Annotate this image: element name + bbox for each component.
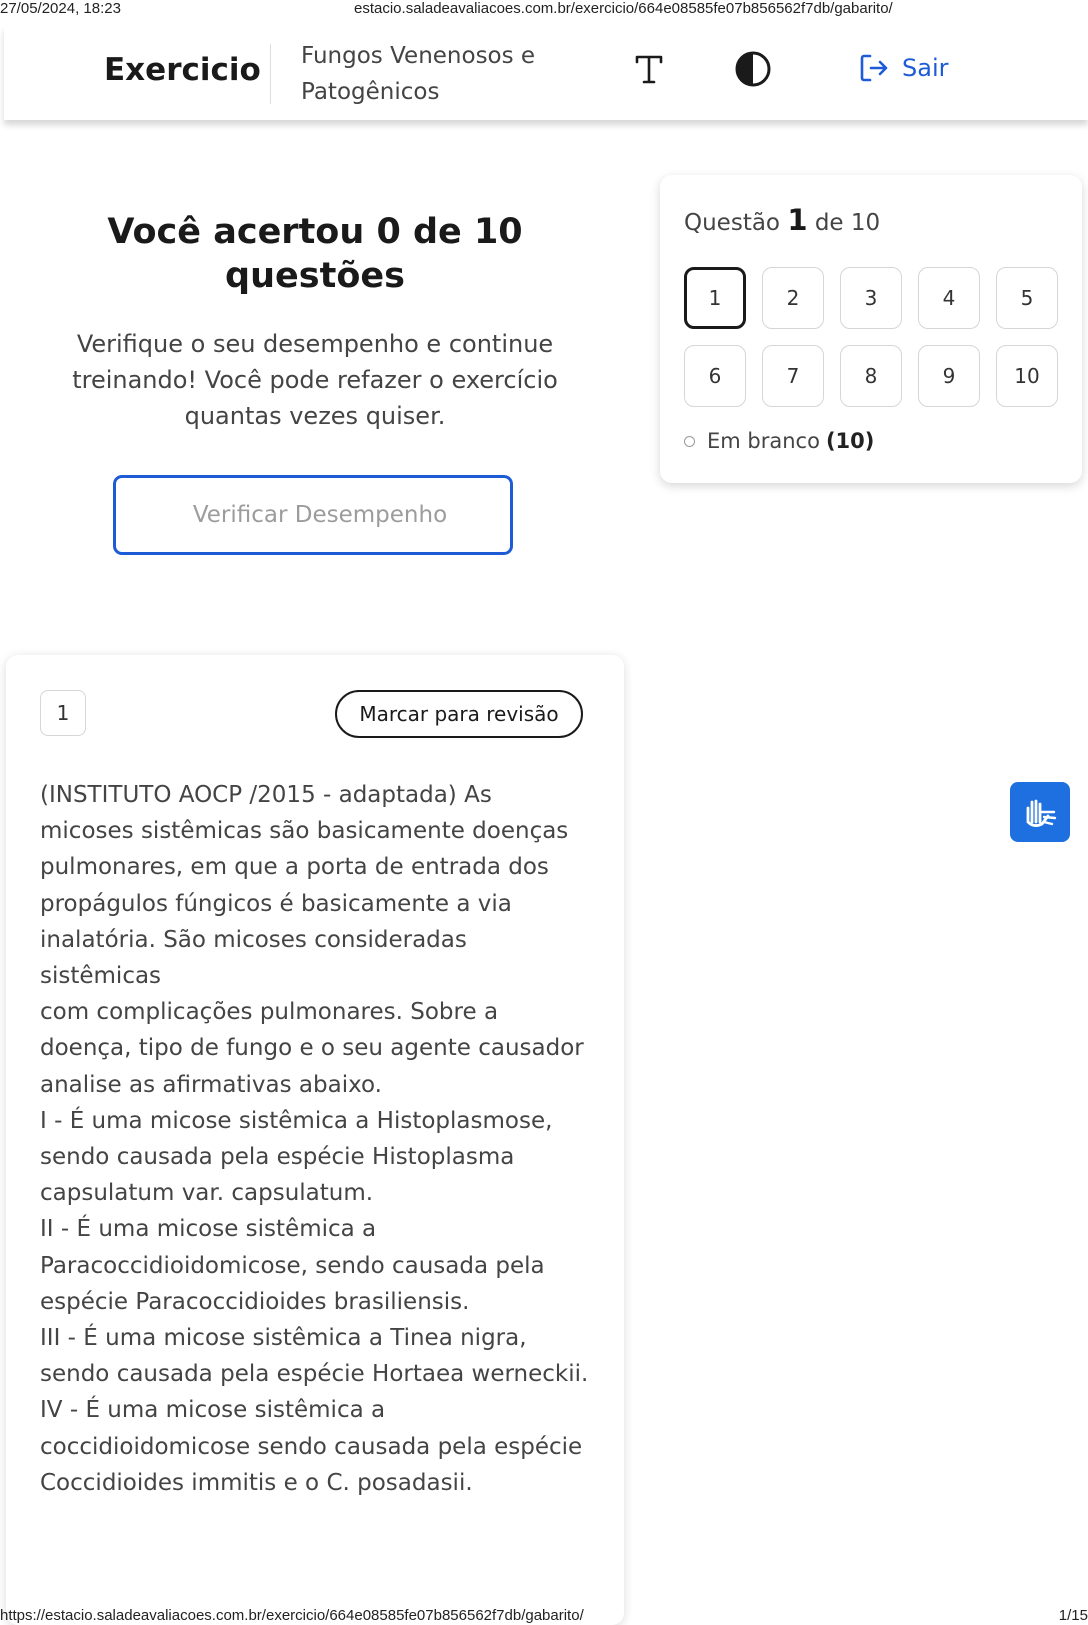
question-statement bbox=[40, 777, 590, 1501]
statement-line: (INSTITUTO AOCP /2015 - adaptada) As bbox=[40, 782, 492, 808]
legend-blank-count: (10) bbox=[825, 429, 875, 453]
statement-line: analise as afirmativas abaixo. bbox=[40, 1071, 382, 1098]
brand-title: Exercicio bbox=[104, 52, 261, 88]
statement-line: doença, tipo de fungo e o seu agente causador bbox=[40, 1035, 584, 1062]
result-message-line1: Verifique o seu desempenho e continue bbox=[76, 330, 554, 358]
print-page-url: estacio.saladeavaliacoes.com.br/exercicio/664e08585fe07b856562f7db/gabarito/ bbox=[354, 0, 893, 17]
result-summary bbox=[30, 210, 600, 434]
statement-line: I - É uma micose sistêmica a Histoplasmose, bbox=[40, 1107, 553, 1134]
sign-language-hands-icon bbox=[1020, 792, 1060, 832]
print-header bbox=[0, 0, 1088, 18]
print-page-count: 1/15 bbox=[1058, 1607, 1088, 1624]
statement-line: Paracoccidioidomicose, sendo causada pela bbox=[40, 1252, 545, 1279]
text-size-icon[interactable] bbox=[626, 46, 672, 92]
result-message bbox=[30, 326, 600, 434]
statement-line: pulmonares, em que a porta de entrada dos bbox=[40, 854, 549, 881]
question-counter-current: 1 bbox=[787, 203, 808, 237]
statement-line: inalatória. São micoses consideradas sistêmicas bbox=[40, 926, 467, 990]
top-navbar bbox=[4, 26, 1088, 120]
statement-line: sendo causada pela espécie Histoplasma bbox=[40, 1144, 515, 1171]
result-title-line2: questões bbox=[225, 256, 405, 296]
statement-line: com complicações pulmonares. Sobre a bbox=[40, 999, 499, 1026]
legend-blank-label: Em branco bbox=[707, 429, 820, 453]
question-counter-prefix: Questão bbox=[684, 210, 780, 236]
logout-icon bbox=[858, 52, 890, 84]
contrast-icon[interactable] bbox=[730, 46, 776, 92]
print-footer bbox=[0, 1605, 1088, 1625]
question-button-7[interactable]: 7 bbox=[762, 345, 824, 407]
statement-line: micoses sistêmicas são basicamente doenças bbox=[40, 818, 569, 845]
logout-button[interactable] bbox=[858, 52, 948, 84]
course-title-line2: Patogênicos bbox=[301, 79, 440, 105]
header-divider bbox=[270, 44, 271, 104]
question-button-5[interactable]: 5 bbox=[996, 267, 1058, 329]
logout-label: Sair bbox=[902, 54, 949, 82]
verify-performance-button[interactable]: Verificar Desempenho bbox=[113, 475, 513, 555]
course-title-line1: Fungos Venenosos e bbox=[301, 43, 536, 69]
statement-line: propágulos fúngicos é basicamente a via bbox=[40, 890, 512, 917]
question-counter bbox=[684, 203, 880, 237]
statement-line: coccidioidomicose sendo causada pela espécie bbox=[40, 1433, 583, 1460]
statement-line: IV - É uma micose sistêmica a bbox=[40, 1397, 386, 1424]
result-message-line2: treinando! Você pode refazer o exercício bbox=[72, 366, 558, 394]
result-title-line1: Você acertou 0 de 10 bbox=[107, 212, 523, 252]
sign-language-accessibility-button[interactable] bbox=[1010, 782, 1070, 842]
statement-line: espécie Paracoccidioides brasiliensis. bbox=[40, 1288, 470, 1315]
statement-line: II - É uma micose sistêmica a bbox=[40, 1216, 377, 1243]
question-number-badge: 1 bbox=[40, 690, 86, 736]
question-button-8[interactable]: 8 bbox=[840, 345, 902, 407]
statement-line: III - É uma micose sistêmica a Tinea nigra, bbox=[40, 1325, 527, 1352]
question-button-10[interactable]: 10 bbox=[996, 345, 1058, 407]
question-card bbox=[6, 655, 624, 1625]
legend-blank bbox=[684, 429, 874, 453]
result-message-line3: quantas vezes quiser. bbox=[184, 402, 446, 430]
result-title bbox=[30, 210, 600, 298]
question-button-1[interactable]: 1 bbox=[684, 267, 746, 329]
question-button-2[interactable]: 2 bbox=[762, 267, 824, 329]
mark-for-review-button[interactable]: Marcar para revisão bbox=[335, 690, 583, 738]
question-navigator bbox=[660, 175, 1082, 483]
course-title bbox=[301, 38, 591, 110]
question-button-6[interactable]: 6 bbox=[684, 345, 746, 407]
statement-line: Coccidioides immitis e o C. posadasii. bbox=[40, 1469, 473, 1496]
question-button-4[interactable]: 4 bbox=[918, 267, 980, 329]
question-counter-suffix: de 10 bbox=[814, 210, 881, 236]
question-button-9[interactable]: 9 bbox=[918, 345, 980, 407]
print-footer-url: https://estacio.saladeavaliacoes.com.br/exercicio/664e08585fe07b856562f7db/gabarito/ bbox=[0, 1607, 584, 1624]
question-button-3[interactable]: 3 bbox=[840, 267, 902, 329]
statement-line: sendo causada pela espécie Hortaea werneckii. bbox=[40, 1361, 589, 1388]
blank-status-dot-icon bbox=[684, 436, 695, 447]
print-timestamp: 27/05/2024, 18:23 bbox=[0, 0, 121, 17]
statement-line: capsulatum var. capsulatum. bbox=[40, 1180, 374, 1207]
